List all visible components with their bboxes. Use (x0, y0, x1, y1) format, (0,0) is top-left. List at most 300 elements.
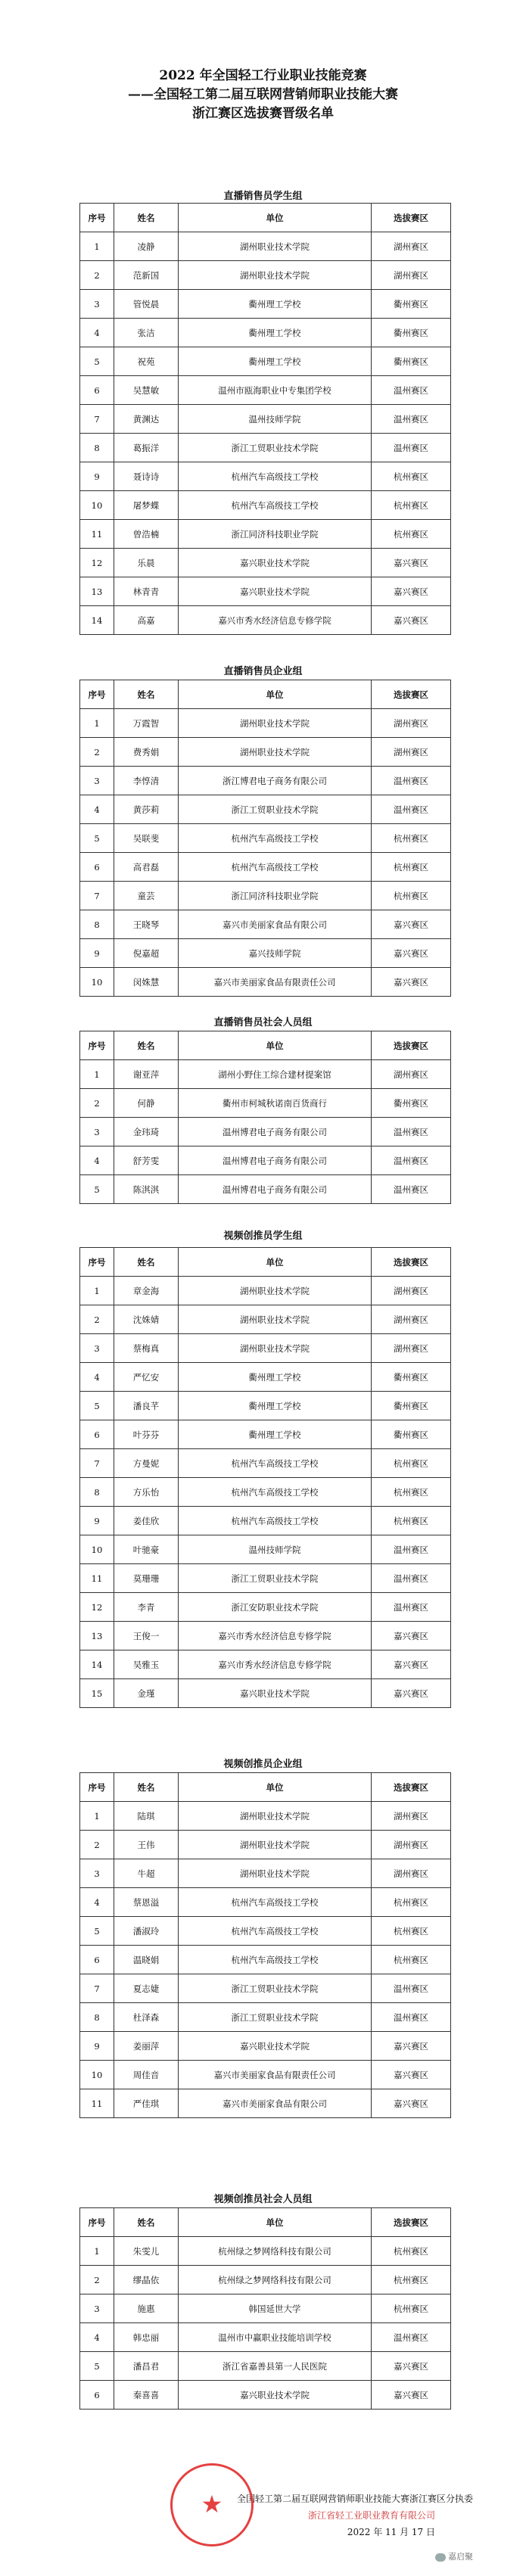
row-index: 3 (80, 290, 114, 319)
contestant-name: 凌静 (114, 232, 179, 261)
row-index: 6 (80, 853, 114, 882)
row-index: 14 (80, 606, 114, 635)
table-header-row (80, 1031, 451, 1060)
contestant-name: 叶芬芬 (114, 1420, 179, 1449)
contest-region: 湖州赛区 (372, 709, 451, 738)
table-row (80, 882, 451, 910)
table-row (80, 1175, 451, 1204)
table-row (80, 1650, 451, 1679)
table-row (80, 1535, 451, 1564)
contestant-unit: 嘉兴技师学院 (179, 939, 372, 968)
contestant-unit: 湖州职业技术学院 (179, 709, 372, 738)
contest-region: 衢州赛区 (372, 319, 451, 347)
results-table (79, 2207, 451, 2410)
row-index: 12 (80, 549, 114, 577)
contest-region: 衢州赛区 (372, 1089, 451, 1118)
contest-region: 温州赛区 (372, 2323, 451, 2352)
row-index: 1 (80, 232, 114, 261)
contestant-name: 潘昌君 (114, 2352, 179, 2381)
row-index: 8 (80, 2003, 114, 2032)
contestant-name: 闵姝慧 (114, 968, 179, 997)
table-row (80, 232, 451, 261)
contestant-unit: 嘉兴市秀水经济信息专修学院 (179, 1622, 372, 1650)
contestant-name: 童芸 (114, 882, 179, 910)
contest-region: 杭州赛区 (372, 853, 451, 882)
contestant-unit: 衢州理工学校 (179, 1392, 372, 1420)
contestant-name: 缪晶依 (114, 2266, 179, 2294)
contest-region: 温州赛区 (372, 1974, 451, 2003)
results-table (79, 680, 451, 997)
table-row (80, 1593, 451, 1622)
contest-region: 湖州赛区 (372, 1802, 451, 1831)
watermark-text: 嘉启聚 (448, 2552, 473, 2562)
row-index: 1 (80, 1802, 114, 1831)
contestant-name: 叶驰豪 (114, 1535, 179, 1564)
table-row (80, 2294, 451, 2323)
row-index: 5 (80, 1917, 114, 1946)
contestant-name: 韩忠丽 (114, 2323, 179, 2352)
row-index: 5 (80, 824, 114, 853)
row-index: 5 (80, 347, 114, 376)
table-header-row (80, 1248, 451, 1277)
row-index: 3 (80, 1334, 114, 1363)
contest-region: 杭州赛区 (372, 824, 451, 853)
contestant-name: 费秀娟 (114, 738, 179, 767)
table-row (80, 549, 451, 577)
results-table (79, 203, 451, 635)
contestant-name: 姜佳欣 (114, 1507, 179, 1535)
contestant-unit: 杭州绿之梦网络科技有限公司 (179, 2237, 372, 2266)
contestant-unit: 杭州汽车高级技工学校 (179, 1449, 372, 1478)
column-header: 单位 (179, 1773, 372, 1802)
contestant-name: 章金海 (114, 1277, 179, 1305)
section-title: 视频创推员学生组 (223, 1230, 303, 1242)
row-index: 2 (80, 1089, 114, 1118)
table-row (80, 462, 451, 491)
table-row (80, 2089, 451, 2118)
table-row (80, 2032, 451, 2061)
table-row (80, 1946, 451, 1974)
contestant-unit: 衢州市柯城秋诺南百货商行 (179, 1089, 372, 1118)
table-row (80, 795, 451, 824)
contestant-unit: 浙江同济科技职业学院 (179, 882, 372, 910)
row-index: 2 (80, 1831, 114, 1859)
watermark (435, 2550, 473, 2562)
contestant-name: 何静 (114, 1089, 179, 1118)
contest-region: 杭州赛区 (372, 882, 451, 910)
contest-region: 杭州赛区 (372, 2294, 451, 2323)
contestant-name: 陈淇淇 (114, 1175, 179, 1204)
contestant-unit: 温州技师学院 (179, 1535, 372, 1564)
column-header: 选拔赛区 (372, 2208, 451, 2237)
contestant-unit: 浙江工贸职业技术学院 (179, 2003, 372, 2032)
contestant-unit: 嘉兴市秀水经济信息专修学院 (179, 606, 372, 635)
contest-region: 杭州赛区 (372, 520, 451, 549)
row-index: 4 (80, 2323, 114, 2352)
table-row (80, 1802, 451, 1831)
table-row (80, 491, 451, 520)
contestant-name: 黄渊达 (114, 405, 179, 434)
contest-region: 温州赛区 (372, 1564, 451, 1593)
column-header: 序号 (80, 1031, 114, 1060)
footer-org2: 浙江省轻工业职业教育有限公司 (307, 2510, 435, 2521)
table-row (80, 910, 451, 939)
contest-region: 杭州赛区 (372, 1449, 451, 1478)
row-index: 2 (80, 1305, 114, 1334)
contestant-unit: 衢州理工学校 (179, 1420, 372, 1449)
row-index: 7 (80, 1974, 114, 2003)
table-row (80, 1564, 451, 1593)
contest-region: 杭州赛区 (372, 2237, 451, 2266)
table-row (80, 1449, 451, 1478)
contestant-name: 王晓琴 (114, 910, 179, 939)
contest-region: 衢州赛区 (372, 290, 451, 319)
table-row (80, 2381, 451, 2410)
contestant-name: 金玮琦 (114, 1118, 179, 1146)
row-index: 10 (80, 491, 114, 520)
contest-region: 温州赛区 (372, 1175, 451, 1204)
contestant-name: 方乐怡 (114, 1478, 179, 1507)
contestant-unit: 湖州职业技术学院 (179, 1802, 372, 1831)
table-row (80, 376, 451, 405)
contestant-unit: 杭州绿之梦网络科技有限公司 (179, 2266, 372, 2294)
section-title: 直播销售员社会人员组 (213, 1017, 313, 1028)
contestant-name: 牛超 (114, 1859, 179, 1888)
contest-region: 嘉兴赛区 (372, 910, 451, 939)
contest-region: 衢州赛区 (372, 1363, 451, 1392)
table-row (80, 1622, 451, 1650)
contestant-unit: 韩国延世大学 (179, 2294, 372, 2323)
row-index: 7 (80, 882, 114, 910)
contestant-name: 潘良芊 (114, 1392, 179, 1420)
table-row (80, 1334, 451, 1363)
row-index: 8 (80, 1478, 114, 1507)
column-header: 序号 (80, 1773, 114, 1802)
contest-region: 温州赛区 (372, 1118, 451, 1146)
column-header: 序号 (80, 680, 114, 709)
contestant-unit: 嘉兴职业技术学院 (179, 577, 372, 606)
contestant-unit: 衢州理工学校 (179, 290, 372, 319)
contest-region: 湖州赛区 (372, 1859, 451, 1888)
contestant-name: 高君磊 (114, 853, 179, 882)
table-row (80, 347, 451, 376)
table-row (80, 1118, 451, 1146)
contest-region: 嘉兴赛区 (372, 2352, 451, 2381)
row-index: 4 (80, 319, 114, 347)
contest-region: 温州赛区 (372, 2003, 451, 2032)
contest-region: 温州赛区 (372, 1535, 451, 1564)
contestant-name: 万霞智 (114, 709, 179, 738)
results-table (79, 1772, 451, 2118)
contest-region: 湖州赛区 (372, 1060, 451, 1089)
table-row (80, 1507, 451, 1535)
star-icon: ★ (201, 2490, 223, 2518)
table-row (80, 1478, 451, 1507)
contest-region: 杭州赛区 (372, 491, 451, 520)
column-header: 姓名 (114, 680, 179, 709)
contest-region: 嘉兴赛区 (372, 2061, 451, 2089)
doc-title-line1: 2022 年全国轻工行业职业技能竞赛 (159, 68, 367, 83)
section-title: 直播销售员学生组 (223, 191, 303, 202)
table-row (80, 968, 451, 997)
row-index: 11 (80, 2089, 114, 2118)
contestant-name: 严佳琪 (114, 2089, 179, 2118)
contestant-unit: 浙江工贸职业技术学院 (179, 1564, 372, 1593)
contest-region: 湖州赛区 (372, 1831, 451, 1859)
wechat-icon (435, 2553, 446, 2562)
contest-region: 衢州赛区 (372, 347, 451, 376)
row-index: 6 (80, 1420, 114, 1449)
row-index: 4 (80, 1888, 114, 1917)
table-row (80, 434, 451, 462)
contestant-name: 聂诗诗 (114, 462, 179, 491)
doc-title-line2: ——全国轻工第二届互联网营销师职业技能大赛 (128, 87, 398, 102)
contestant-unit: 温州技师学院 (179, 405, 372, 434)
contest-region: 杭州赛区 (372, 1507, 451, 1535)
row-index: 10 (80, 968, 114, 997)
contest-region: 嘉兴赛区 (372, 549, 451, 577)
contestant-unit: 浙江省嘉善县第一人民医院 (179, 2352, 372, 2381)
table-header-row (80, 204, 451, 232)
contestant-name: 朱雯儿 (114, 2237, 179, 2266)
row-index: 2 (80, 2266, 114, 2294)
contest-region: 杭州赛区 (372, 462, 451, 491)
table-row (80, 261, 451, 290)
row-index: 11 (80, 520, 114, 549)
contestant-unit: 嘉兴市美丽家食品有限责任公司 (179, 2061, 372, 2089)
row-index: 4 (80, 795, 114, 824)
row-index: 12 (80, 1593, 114, 1622)
row-index: 3 (80, 2294, 114, 2323)
column-header: 单位 (179, 204, 372, 232)
contestant-name: 周佳音 (114, 2061, 179, 2089)
contestant-unit: 浙江工贸职业技术学院 (179, 434, 372, 462)
contest-region: 温州赛区 (372, 795, 451, 824)
table-row (80, 1305, 451, 1334)
column-header: 选拔赛区 (372, 680, 451, 709)
contestant-unit: 温州博君电子商务有限公司 (179, 1175, 372, 1204)
column-header: 姓名 (114, 1031, 179, 1060)
doc-title-line3: 浙江赛区选拔赛晋级名单 (192, 106, 334, 121)
table-row (80, 1089, 451, 1118)
table-row (80, 290, 451, 319)
table-header-row (80, 1773, 451, 1802)
table-row (80, 319, 451, 347)
section-title: 视频创推员社会人员组 (213, 2194, 313, 2205)
row-index: 9 (80, 1507, 114, 1535)
table-row (80, 520, 451, 549)
contestant-name: 高嘉 (114, 606, 179, 635)
contestant-name: 蔡梅真 (114, 1334, 179, 1363)
table-row (80, 767, 451, 795)
contest-region: 杭州赛区 (372, 1888, 451, 1917)
contestant-name: 王俊一 (114, 1622, 179, 1650)
contestant-name: 管悦晨 (114, 290, 179, 319)
contestant-unit: 浙江同济科技职业学院 (179, 520, 372, 549)
column-header: 单位 (179, 1248, 372, 1277)
column-header: 单位 (179, 1031, 372, 1060)
contestant-unit: 湖州职业技术学院 (179, 1859, 372, 1888)
contestant-name: 吴雅玉 (114, 1650, 179, 1679)
contestant-unit: 嘉兴市美丽家食品有限公司 (179, 910, 372, 939)
column-header: 姓名 (114, 2208, 179, 2237)
table-row (80, 1831, 451, 1859)
column-header: 选拔赛区 (372, 1773, 451, 1802)
row-index: 9 (80, 462, 114, 491)
contestant-unit: 湖州职业技术学院 (179, 738, 372, 767)
contest-region: 嘉兴赛区 (372, 2032, 451, 2061)
contestant-unit: 杭州汽车高级技工学校 (179, 1888, 372, 1917)
contestant-unit: 湖州职业技术学院 (179, 1831, 372, 1859)
row-index: 6 (80, 376, 114, 405)
contestant-name: 林青青 (114, 577, 179, 606)
table-row (80, 1888, 451, 1917)
contestant-unit: 衢州理工学校 (179, 347, 372, 376)
table-row (80, 2323, 451, 2352)
contestant-name: 杜泽森 (114, 2003, 179, 2032)
contestant-unit: 温州市中赢职业技能培训学校 (179, 2323, 372, 2352)
contestant-unit: 杭州汽车高级技工学校 (179, 853, 372, 882)
contest-region: 嘉兴赛区 (372, 577, 451, 606)
contestant-name: 吴慧敏 (114, 376, 179, 405)
table-row (80, 2266, 451, 2294)
contestant-name: 陆琪 (114, 1802, 179, 1831)
contestant-unit: 浙江安防职业技术学院 (179, 1593, 372, 1622)
row-index: 11 (80, 1564, 114, 1593)
contestant-unit: 嘉兴职业技术学院 (179, 1679, 372, 1708)
table-row (80, 709, 451, 738)
contestant-unit: 浙江博君电子商务有限公司 (179, 767, 372, 795)
table-row (80, 1146, 451, 1175)
column-header: 序号 (80, 1248, 114, 1277)
row-index: 5 (80, 2352, 114, 2381)
contest-region: 杭州赛区 (372, 1946, 451, 1974)
row-index: 15 (80, 1679, 114, 1708)
contest-region: 嘉兴赛区 (372, 1679, 451, 1708)
contestant-unit: 嘉兴职业技术学院 (179, 2032, 372, 2061)
contestant-name: 李青 (114, 1593, 179, 1622)
contestant-unit: 浙江工贸职业技术学院 (179, 1974, 372, 2003)
contest-region: 湖州赛区 (372, 1277, 451, 1305)
contestant-unit: 杭州汽车高级技工学校 (179, 491, 372, 520)
row-index: 8 (80, 434, 114, 462)
column-header: 序号 (80, 2208, 114, 2237)
column-header: 单位 (179, 680, 372, 709)
contestant-unit: 嘉兴市美丽家食品有限责任公司 (179, 968, 372, 997)
row-index: 13 (80, 577, 114, 606)
row-index: 5 (80, 1392, 114, 1420)
contest-region: 湖州赛区 (372, 261, 451, 290)
table-row (80, 577, 451, 606)
contest-region: 嘉兴赛区 (372, 2381, 451, 2410)
contestant-name: 舒芳雯 (114, 1146, 179, 1175)
contestant-unit: 嘉兴职业技术学院 (179, 2381, 372, 2410)
results-table (79, 1247, 451, 1708)
contestant-name: 温晓娟 (114, 1946, 179, 1974)
contest-region: 湖州赛区 (372, 232, 451, 261)
row-index: 9 (80, 2032, 114, 2061)
contestant-unit: 杭州汽车高级技工学校 (179, 1478, 372, 1507)
column-header: 选拔赛区 (372, 1031, 451, 1060)
table-row (80, 2061, 451, 2089)
contest-region: 温州赛区 (372, 434, 451, 462)
row-index: 3 (80, 767, 114, 795)
contest-region: 温州赛区 (372, 405, 451, 434)
contestant-unit: 衢州理工学校 (179, 319, 372, 347)
table-row (80, 738, 451, 767)
row-index: 13 (80, 1622, 114, 1650)
row-index: 7 (80, 405, 114, 434)
table-row (80, 1974, 451, 2003)
contestant-name: 夏志婕 (114, 1974, 179, 2003)
contest-region: 温州赛区 (372, 767, 451, 795)
row-index: 10 (80, 1535, 114, 1564)
contestant-name: 谢亚萍 (114, 1060, 179, 1089)
contest-region: 杭州赛区 (372, 1917, 451, 1946)
table-row (80, 2352, 451, 2381)
row-index: 6 (80, 1946, 114, 1974)
table-row (80, 1679, 451, 1708)
row-index: 1 (80, 2237, 114, 2266)
contest-region: 嘉兴赛区 (372, 939, 451, 968)
column-header: 姓名 (114, 1773, 179, 1802)
column-header: 选拔赛区 (372, 1248, 451, 1277)
contestant-name: 潘淑玲 (114, 1917, 179, 1946)
contest-region: 湖州赛区 (372, 1305, 451, 1334)
contestant-name: 金瑾 (114, 1679, 179, 1708)
contestant-name: 曾浩楠 (114, 520, 179, 549)
row-index: 1 (80, 1060, 114, 1089)
contest-region: 温州赛区 (372, 376, 451, 405)
contestant-name: 李惇清 (114, 767, 179, 795)
contest-region: 嘉兴赛区 (372, 1650, 451, 1679)
column-header: 序号 (80, 204, 114, 232)
contestant-unit: 湖州职业技术学院 (179, 261, 372, 290)
row-index: 14 (80, 1650, 114, 1679)
contestant-name: 黄莎莉 (114, 795, 179, 824)
contestant-unit: 嘉兴职业技术学院 (179, 549, 372, 577)
contestant-unit: 杭州汽车高级技工学校 (179, 1946, 372, 1974)
results-table (79, 1031, 451, 1204)
section-title: 视频创推员企业组 (223, 1759, 303, 1770)
contest-region: 衢州赛区 (372, 1392, 451, 1420)
table-header-row (80, 680, 451, 709)
contestant-unit: 温州博君电子商务有限公司 (179, 1146, 372, 1175)
row-index: 10 (80, 2061, 114, 2089)
table-row (80, 1277, 451, 1305)
row-index: 8 (80, 910, 114, 939)
contest-region: 嘉兴赛区 (372, 1622, 451, 1650)
row-index: 7 (80, 1449, 114, 1478)
contestant-unit: 杭州汽车高级技工学校 (179, 462, 372, 491)
footer-org: 全国轻工第二届互联网营销师职业技能大赛浙江赛区分执委 (236, 2494, 473, 2504)
contestant-unit: 嘉兴市美丽家食品有限公司 (179, 2089, 372, 2118)
table-row (80, 2237, 451, 2266)
contestant-unit: 衢州理工学校 (179, 1363, 372, 1392)
contestant-unit: 嘉兴市秀水经济信息专修学院 (179, 1650, 372, 1679)
contestant-unit: 杭州汽车高级技工学校 (179, 1507, 372, 1535)
contestant-name: 葛振洋 (114, 434, 179, 462)
contestant-name: 王伟 (114, 1831, 179, 1859)
column-header: 单位 (179, 2208, 372, 2237)
contestant-unit: 湖州职业技术学院 (179, 1277, 372, 1305)
contest-region: 湖州赛区 (372, 1334, 451, 1363)
contestant-unit: 杭州汽车高级技工学校 (179, 1917, 372, 1946)
contest-region: 温州赛区 (372, 1593, 451, 1622)
table-row (80, 1363, 451, 1392)
contestant-unit: 温州市瓯海职业中专集团学校 (179, 376, 372, 405)
contest-region: 嘉兴赛区 (372, 968, 451, 997)
